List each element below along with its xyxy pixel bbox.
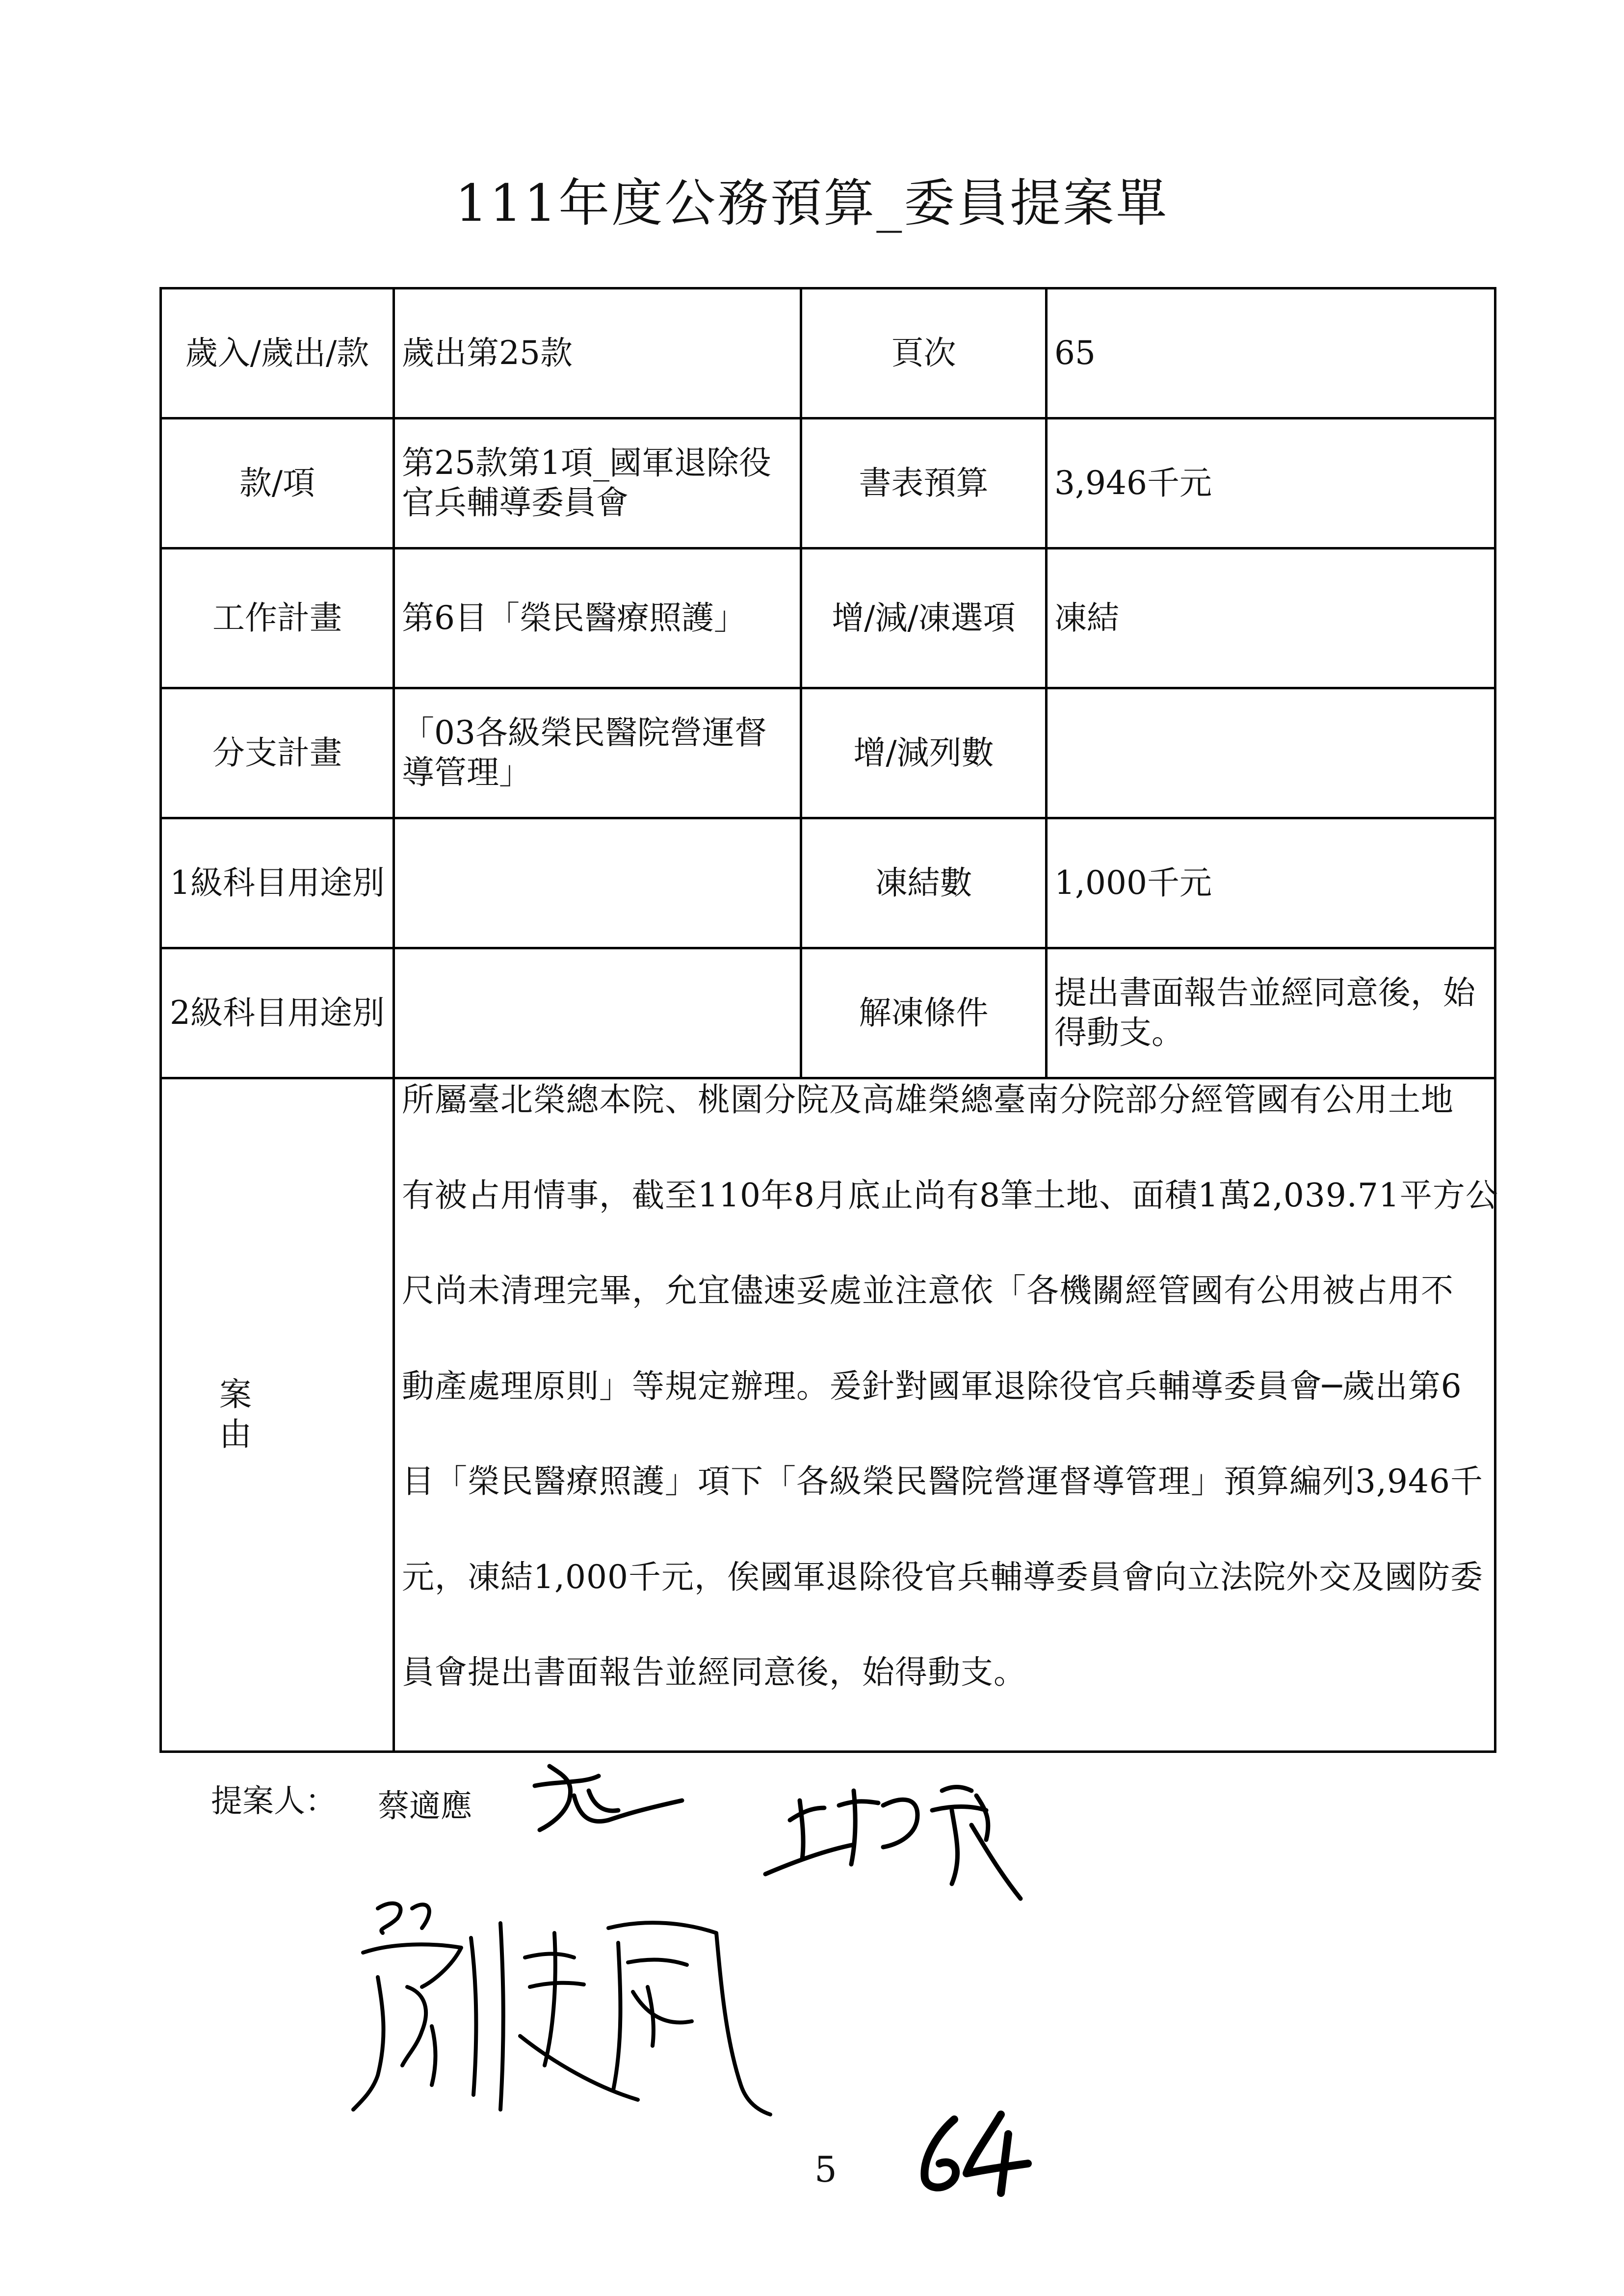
- reason-line: 所屬臺北榮總本院、桃園分院及高雄榮總臺南分院部分經管國有公用土地: [402, 1081, 1454, 1119]
- signature-liu: [334, 1879, 775, 2134]
- label-statement-budget: 書表預算: [801, 418, 1047, 548]
- label-sub-plan: 分支計畫: [161, 688, 394, 818]
- value-action-option: 凍結: [1047, 548, 1495, 688]
- label-action-option: 增/減/凍選項: [801, 548, 1047, 688]
- table-row: [161, 288, 1495, 418]
- proposer-name: 蔡適應: [378, 1788, 472, 1825]
- label-adjust-amount: 增/減列數: [801, 688, 1047, 818]
- reason-line: 元，凍結1,000千元，俟國軍退除役官兵輔導委員會向立法院外交及國防委: [402, 1558, 1483, 1596]
- signature-tsai: [530, 1747, 692, 1845]
- label-level1-subject: 1級科目用途別: [161, 818, 394, 948]
- signature-chao: [756, 1761, 1030, 1908]
- table-row: [161, 548, 1495, 688]
- value-level1-subject: [394, 818, 801, 948]
- value-sub-plan: 「03各級榮民醫院營運督導管理」: [394, 688, 801, 818]
- reason-line: 員會提出書面報告並經同意後，始得動支。: [402, 1653, 1026, 1691]
- reason-line: 目「榮民醫療照護」項下「各級榮民醫院營運督導管理」預算編列3,946千: [402, 1462, 1483, 1500]
- proposal-form-table: [159, 287, 1496, 1753]
- label-unfreeze-condition: 解凍條件: [801, 948, 1047, 1078]
- table-row: [161, 1078, 1495, 1752]
- label-work-plan: 工作計畫: [161, 548, 394, 688]
- value-work-plan: 第6目「榮民醫療照護」: [394, 548, 801, 688]
- value-page: 65: [1047, 288, 1495, 418]
- label-budget-type: 歲入/歲出/款: [161, 288, 394, 418]
- table-row: [161, 418, 1495, 548]
- label-page: 頁次: [801, 288, 1047, 418]
- value-section-item: 第25款第1項_國軍退除役官兵輔導委員會: [394, 418, 801, 548]
- label-level2-subject: 2級科目用途別: [161, 948, 394, 1078]
- value-level2-subject: [394, 948, 801, 1078]
- value-statement-budget: 3,946千元: [1047, 418, 1495, 548]
- page-number: 5: [814, 2149, 837, 2190]
- handwritten-page-number: [908, 2105, 1035, 2198]
- value-unfreeze-condition: 提出書面報告並經同意後，始得動支。: [1047, 948, 1495, 1078]
- value-frozen-amount: 1,000千元: [1047, 818, 1495, 948]
- label-reason: 案由: [161, 1078, 394, 1752]
- reason-line: 動產處理原則」等規定辦理。爰針對國軍退除役官兵輔導委員會─歲出第6: [402, 1367, 1462, 1405]
- value-budget-type: 歲出第25款: [394, 288, 801, 418]
- table-row: [161, 688, 1495, 818]
- page-title: 111年度公務預算_委員提案單: [455, 173, 1169, 233]
- label-frozen-amount: 凍結數: [801, 818, 1047, 948]
- proposer-label: 提案人：: [211, 1783, 337, 1820]
- value-adjust-amount: [1047, 688, 1495, 818]
- reason-text: [394, 1078, 1498, 1752]
- reason-line: 有被占用情事，截至110年8月底止尚有8筆土地、面積1萬2,039.71平方公: [402, 1176, 1498, 1214]
- table-row: [161, 818, 1495, 948]
- reason-line: 尺尚未清理完畢，允宜儘速妥處並注意依「各機關經管國有公用被占用不: [402, 1272, 1454, 1309]
- table-row: [161, 948, 1495, 1078]
- label-section-item: 款/項: [161, 418, 394, 548]
